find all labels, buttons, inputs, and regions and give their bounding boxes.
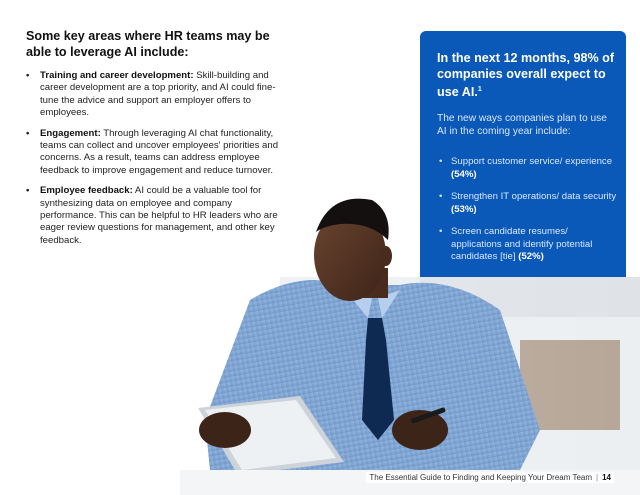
page-footer <box>366 472 614 483</box>
list-item <box>26 70 288 120</box>
list-item-term: Training and career development: <box>40 70 194 81</box>
page-number: 14 <box>602 473 611 482</box>
footnote-marker: 1 <box>477 86 482 93</box>
callout-list-item <box>439 226 619 264</box>
callout-item-stat: (54%) <box>451 168 477 180</box>
list-item-term: Engagement: <box>40 127 101 139</box>
footer-title: The Essential Guide to Finding and Keeping Your Dream Team <box>369 473 593 482</box>
callout-headline <box>437 51 617 101</box>
list-item-text: AI could be a valuable tool for synthesizing data on employee and company performance. This can be helpful to HR leaders who are eager review questions for management, and other key feedback. <box>40 185 278 246</box>
stat-callout-box <box>420 31 626 277</box>
callout-item-stat: (53%) <box>451 203 477 215</box>
list-item-term: Employee feedback: <box>40 185 133 197</box>
bullet-icon: • <box>439 191 443 202</box>
callout-intro: The new ways companies plan to use AI in the coming year include: <box>437 113 607 137</box>
callout-item-stat: (52%) <box>518 251 544 262</box>
bullet-icon: • <box>439 156 443 167</box>
callout-list <box>439 156 619 274</box>
list-item <box>26 185 288 247</box>
bullet-icon: • <box>26 127 30 139</box>
callout-headline-text: In the next 12 months, 98% of companies overall expect to use AI. <box>437 51 615 100</box>
left-column <box>26 28 288 255</box>
list-item-text: Skill-building and career development are a top priority, and AI could fine-tune the advice and support an employer offers to employees. <box>40 70 276 119</box>
section-heading: Some key areas where HR teams may be able to leverage AI include: <box>26 29 270 59</box>
callout-item-text: Support customer service/ experience <box>451 156 613 167</box>
callout-item-text: Strengthen IT operations/ data security <box>451 191 617 202</box>
bullet-icon: • <box>26 70 30 81</box>
list-item <box>26 128 288 178</box>
bullet-icon: • <box>439 226 443 237</box>
callout-item-text: Screen candidate resumes/ applications and identify potential candidates [tie] <box>451 226 593 262</box>
bullet-icon: • <box>26 185 30 197</box>
hr-ai-areas-list <box>26 70 288 247</box>
footer-separator: | <box>596 473 599 482</box>
callout-list-item <box>439 191 619 216</box>
list-item-text: Through leveraging AI chat functionality, teams can collect and uncover employees' priorities and concerns. As a result, teams can address employee feedback to improve engagement and reduce turnover. <box>40 127 279 176</box>
callout-list-item <box>439 156 619 181</box>
